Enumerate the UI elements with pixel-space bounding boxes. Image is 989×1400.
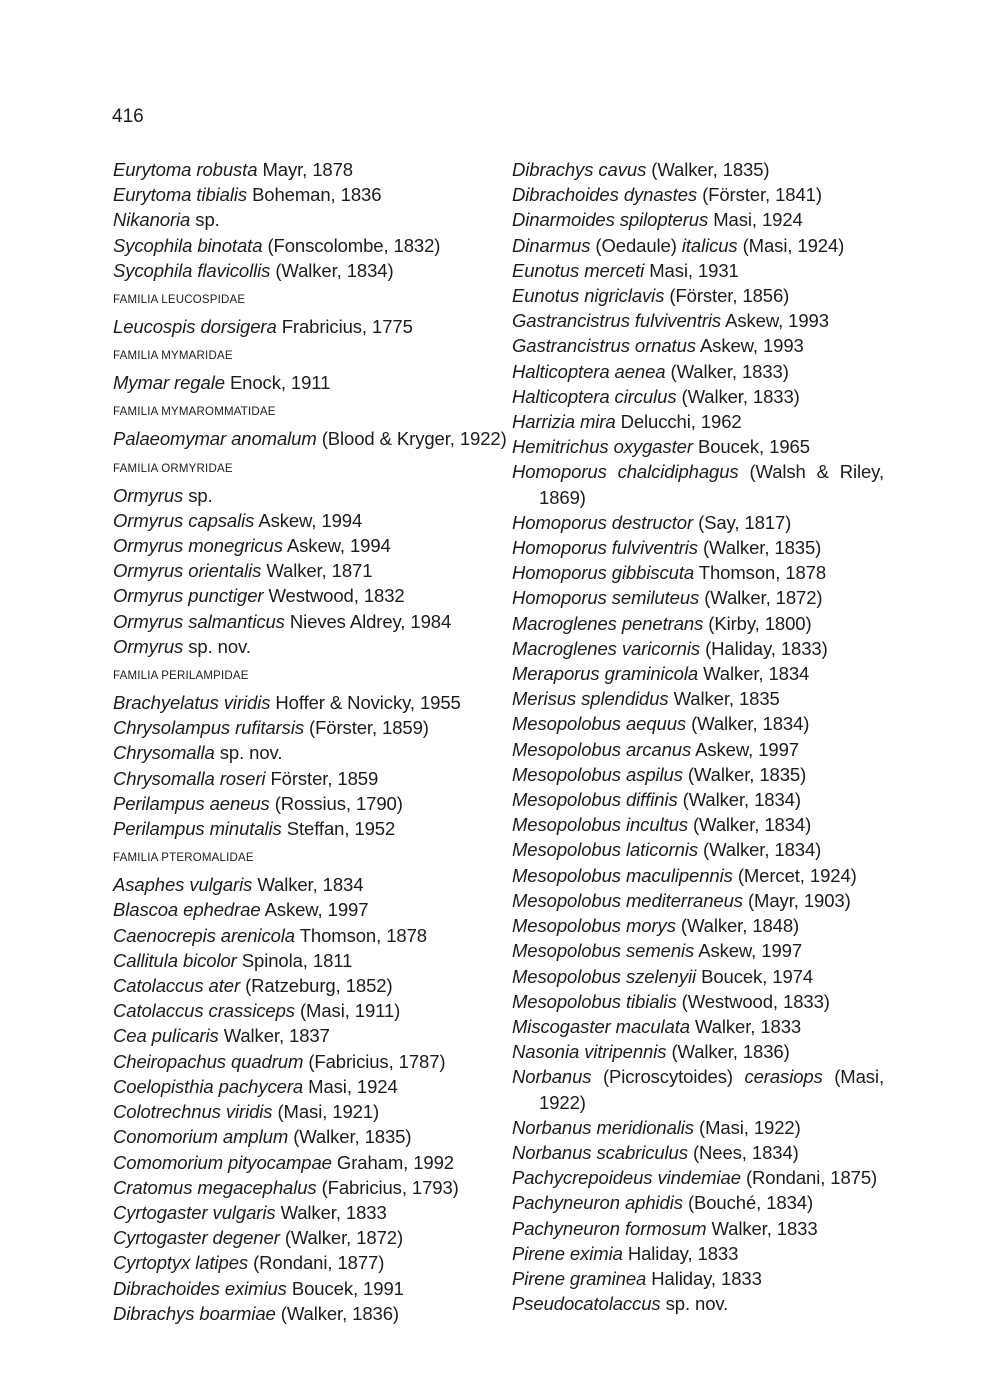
species-name: Eurytoma robusta <box>113 159 258 180</box>
species-authority: (Blood & Kryger, 1922) <box>321 428 507 450</box>
species-entry <box>113 1175 483 1200</box>
species-name: Ormyrus <box>113 484 184 506</box>
species-entry <box>512 535 884 560</box>
species-entry <box>512 1039 884 1064</box>
species-authority: Hoffer & Novicky, 1955 <box>275 692 461 714</box>
species-name: Homoporus destructor <box>512 511 694 533</box>
species-name: Brachyelatus viridis <box>113 692 271 714</box>
species-entry <box>113 872 483 897</box>
species-entry <box>113 690 483 715</box>
species-entry <box>113 897 483 922</box>
species-authority: (Fabricius, 1793) <box>321 1176 459 1198</box>
species-authority: Boheman, 1836 <box>252 184 382 206</box>
species-name: Nasonia vitripennis <box>512 1041 667 1063</box>
species-name: Mesopolobus semenis <box>512 940 695 962</box>
species-name: Mesopolobus maculipennis <box>512 864 733 886</box>
species-name: Dinarmoides spilopterus <box>512 209 709 231</box>
species-name: Mesopolobus arcanus <box>512 738 692 760</box>
species-entry <box>512 686 884 711</box>
species-entry <box>512 964 884 989</box>
species-name: Pirene graminea <box>512 1267 647 1289</box>
species-name: Catolaccus crassiceps <box>113 1000 295 1022</box>
species-authority: Förster, 1859 <box>270 767 379 789</box>
species-authority: (Westwood, 1833) <box>681 990 830 1012</box>
species-entry <box>512 711 884 736</box>
species-name: Colotrechnus viridis <box>113 1101 273 1123</box>
species-authority: (Masi, 1911) <box>300 1000 401 1022</box>
species-name: Ormyrus orientalis <box>113 560 262 582</box>
species-name: Cyrtogaster degener <box>113 1227 280 1249</box>
species-authority: (Fabricius, 1787) <box>308 1050 446 1072</box>
species-authority: (Mercet, 1924) <box>737 864 857 886</box>
species-authority: (Walker, 1834) <box>691 713 810 735</box>
species-name: Mesopolobus tibialis <box>512 990 677 1012</box>
species-name: Ormyrus salmanticus <box>113 610 285 632</box>
species-authority: Thomson, 1878 <box>299 924 427 946</box>
species-authority: Frabricius, 1775 <box>281 316 413 338</box>
species-name: Callitula bicolor <box>113 949 237 971</box>
species-name: Caenocrepis arenicola <box>113 924 295 946</box>
species-entry <box>113 634 483 659</box>
family-heading: FAMILIA MYMARIDAE <box>113 350 233 363</box>
species-name: Cratomus megacephalus <box>113 1176 317 1198</box>
species-entry <box>512 989 884 1014</box>
species-authority: Masi, 1931 <box>649 259 739 281</box>
species-authority: Walker, 1871 <box>266 560 373 582</box>
species-authority: Masi, 1924 <box>713 209 803 231</box>
species-authority: Graham, 1992 <box>336 1151 454 1173</box>
species-entry <box>512 585 884 610</box>
species-name: Macroglenes varicornis <box>512 637 701 659</box>
species-entry <box>512 888 884 913</box>
species-entry <box>512 359 884 384</box>
species-authority: Askew, 1997 <box>698 940 803 962</box>
species-authority: Nieves Aldrey, 1984 <box>289 610 452 632</box>
species-name: Halticoptera aenea <box>512 360 666 382</box>
species-authority: (Förster, 1859) <box>309 717 429 739</box>
species-entry <box>113 558 483 583</box>
species-authority: (Förster, 1841) <box>702 184 822 206</box>
species-authority: (Mayr, 1903) <box>747 889 851 911</box>
species-entry <box>512 1190 884 1215</box>
family-heading: FAMILIA LEUCOSPIDAE <box>113 294 246 307</box>
species-entry <box>512 333 884 358</box>
species-authority: (Walsh & Riley, 1869) <box>539 461 884 508</box>
species-name: Comomorium pityocampae <box>113 1151 332 1173</box>
species-name: Dibrachys boarmiae <box>113 1302 276 1324</box>
species-authority: Walker, 1833 <box>711 1217 818 1239</box>
species-name: Homoporus fulviventris <box>512 537 698 559</box>
species-name: Gastrancistrus ornatus <box>512 335 696 357</box>
species-name: Cheiropachus quadrum <box>113 1050 304 1072</box>
species-authority: (Nees, 1834) <box>692 1141 799 1163</box>
species-authority: (Walker, 1848) <box>680 915 800 937</box>
species-authority: Walker, 1833 <box>280 1201 387 1223</box>
species-authority: Boucek, 1974 <box>701 965 814 987</box>
species-authority: (Bouché, 1834) <box>687 1192 814 1214</box>
species-authority: (Fonscolombe, 1832) <box>267 234 441 256</box>
species-authority: sp. nov. <box>219 742 283 764</box>
species-name: Coelopisthia pachycera <box>113 1075 304 1097</box>
species-authority: Askew, 1993 <box>725 310 829 332</box>
species-name: Blascoa ephedrae <box>113 899 261 921</box>
species-authority: Enock, 1911 <box>229 372 331 394</box>
species-entry <box>113 816 483 841</box>
species-name: Homoporus semiluteus <box>512 587 700 609</box>
species-entry <box>512 409 884 434</box>
right-column <box>512 157 884 1316</box>
species-entry <box>113 998 483 1023</box>
species-entry <box>512 258 884 283</box>
species-name: Mesopolobus aequus <box>512 713 687 735</box>
species-entry <box>113 583 483 608</box>
species-entry <box>512 384 884 409</box>
species-name: Cyrtogaster vulgaris <box>113 1201 276 1223</box>
species-entry <box>113 1049 483 1074</box>
species-name: Chrysolampus rufitarsis <box>113 717 304 739</box>
species-entry <box>512 1014 884 1039</box>
species-authority: Delucchi, 1962 <box>620 411 742 433</box>
species-authority: Haliday, 1833 <box>627 1242 739 1264</box>
species-authority: (Walker, 1836) <box>280 1302 399 1324</box>
species-name: Chrysomalla roseri <box>113 767 266 789</box>
species-name: Mesopolobus mediterraneus <box>512 889 743 911</box>
species-entry <box>113 1023 483 1048</box>
species-authority: (Walker, 1834) <box>692 814 812 836</box>
species-authority: Spinola, 1811 <box>241 949 353 971</box>
species-entry <box>113 508 483 533</box>
species-name: Mesopolobus morys <box>512 915 676 937</box>
species-authority: (Masi, 1922) <box>539 1066 885 1113</box>
species-name: Macroglenes penetrans <box>512 612 704 634</box>
species-name: Ormyrus capsalis <box>113 509 255 531</box>
species-entry <box>512 510 884 535</box>
species-authority: Walker, 1833 <box>694 1015 802 1037</box>
species-entry <box>512 1115 884 1140</box>
species-authority: Askew, 1997 <box>264 899 369 921</box>
species-entry <box>113 1276 483 1301</box>
species-authority: Walker, 1837 <box>223 1025 330 1047</box>
species-entry <box>512 661 884 686</box>
species-entry <box>512 207 884 232</box>
species-entry <box>512 233 884 258</box>
species-entry <box>113 207 483 232</box>
species-name: Ormyrus monegricus <box>113 535 283 557</box>
species-authority: Steffan, 1952 <box>286 818 396 840</box>
species-entry <box>113 715 483 740</box>
species-authority: (Walker, 1834) <box>682 789 801 811</box>
species-entry <box>512 636 884 661</box>
species-authority: Masi, 1924 <box>308 1075 398 1097</box>
species-name: Eunotus nigriclavis <box>512 285 665 307</box>
species-authority: (Walker, 1834) <box>275 259 394 281</box>
species-entry <box>113 370 483 395</box>
species-name: Homoporus gibbiscuta <box>512 562 695 584</box>
species-name: Halticoptera circulus <box>512 385 677 407</box>
species-entry <box>512 787 884 812</box>
species-entry <box>113 258 483 283</box>
species-entry <box>113 483 483 508</box>
species-authority: Boucek, 1965 <box>697 436 810 458</box>
species-entry <box>113 791 483 816</box>
species-name: Merisus splendidus <box>512 688 669 710</box>
species-name: Conomorium amplum <box>113 1126 289 1148</box>
species-name: Asaphes vulgaris <box>113 874 253 896</box>
species-entry <box>512 434 884 459</box>
species-name: Sycophila binotata <box>113 234 263 256</box>
species-entry <box>113 157 483 182</box>
species-authority: (Picroscytoides) <box>602 1066 733 1088</box>
species-name: Pirene eximia <box>512 1242 623 1264</box>
species-entry <box>512 1216 884 1241</box>
species-entry <box>113 1150 483 1175</box>
species-name: Eunotus merceti <box>512 259 645 281</box>
species-entry <box>113 973 483 998</box>
species-entry <box>113 923 483 948</box>
species-authority: sp. nov. <box>188 635 251 657</box>
species-name: Pachycrepoideus vindemiae <box>512 1167 741 1189</box>
species-authority: Westwood, 1832 <box>268 585 405 607</box>
species-authority: (Ratzeburg, 1852) <box>245 975 393 997</box>
species-entry <box>512 560 884 585</box>
species-name: Catolaccus ater <box>113 975 241 997</box>
family-heading: FAMILIA ORMYRIDAE <box>113 462 233 475</box>
species-entry <box>512 837 884 862</box>
species-entry <box>512 157 884 182</box>
species-authority: Askew, 1997 <box>695 738 799 760</box>
species-name: Perilampus minutalis <box>113 818 282 840</box>
species-name: Norbanus scabriculus <box>512 1141 688 1163</box>
species-entry <box>113 1301 483 1326</box>
species-entry <box>512 182 884 207</box>
species-name: cerasiops <box>744 1066 823 1088</box>
species-name: Pseudocatolaccus <box>512 1293 661 1315</box>
species-name: Pachyneuron formosum <box>512 1217 707 1239</box>
species-authority: (Masi, 1922) <box>699 1116 801 1138</box>
species-authority: (Förster, 1856) <box>669 285 790 307</box>
species-name: Mymar regale <box>113 372 225 394</box>
species-entry <box>512 1064 884 1114</box>
species-authority: (Kirby, 1800) <box>708 612 812 634</box>
species-authority: Thomson, 1878 <box>698 562 827 584</box>
species-name: Cea pulicaris <box>113 1025 219 1047</box>
species-entry <box>113 1099 483 1124</box>
species-authority: Askew, 1994 <box>258 509 363 531</box>
species-entry <box>512 1140 884 1165</box>
species-name: Perilampus aeneus <box>113 792 270 814</box>
species-authority: (Walker, 1833) <box>670 360 789 382</box>
species-name: Mesopolobus szelenyii <box>512 965 697 987</box>
left-column <box>113 157 507 1326</box>
species-authority: sp. <box>188 484 213 506</box>
species-name: Dibrachys cavus <box>512 159 647 180</box>
species-name: Dibrachoides dynastes <box>512 184 698 206</box>
species-authority: (Rossius, 1790) <box>274 792 403 814</box>
species-authority: (Walker, 1872) <box>704 587 823 609</box>
species-name: Norbanus meridionalis <box>512 1116 694 1138</box>
species-name: Mesopolobus incultus <box>512 814 688 836</box>
species-name: Norbanus <box>512 1066 592 1088</box>
species-name: Mesopolobus aspilus <box>512 763 683 785</box>
family-heading: FAMILIA PTEROMALIDAE <box>113 852 254 865</box>
species-authority: (Rondani, 1875) <box>745 1167 878 1189</box>
species-entry <box>113 948 483 973</box>
species-authority: Boucek, 1991 <box>291 1277 404 1299</box>
species-entry <box>512 913 884 938</box>
species-authority: Askew, 1994 <box>286 535 391 557</box>
species-entry <box>113 426 507 451</box>
species-authority: Mayr, 1878 <box>262 159 353 180</box>
species-authority: (Walker, 1834) <box>703 839 822 861</box>
species-entry <box>113 533 483 558</box>
species-name: Nikanoria <box>113 209 191 231</box>
species-authority: (Walker, 1835) <box>703 537 822 559</box>
species-authority: (Walker, 1835) <box>687 763 807 785</box>
species-authority: Walker, 1834 <box>703 663 810 685</box>
species-name: Gastrancistrus fulviventris <box>512 310 722 332</box>
species-entry <box>512 737 884 762</box>
species-name: Sycophila flavicollis <box>113 259 271 281</box>
species-authority: Askew, 1993 <box>699 335 804 357</box>
species-authority: (Walker, 1835) <box>651 159 770 180</box>
species-authority: Walker, 1834 <box>257 874 364 896</box>
species-entry <box>512 863 884 888</box>
species-entry <box>113 766 483 791</box>
species-name: Dinarmus <box>512 234 591 256</box>
species-entry <box>113 1124 483 1149</box>
species-authority: (Walker, 1835) <box>293 1126 412 1148</box>
species-entry <box>113 182 483 207</box>
species-name: Miscogaster maculata <box>512 1015 690 1037</box>
species-entry <box>512 459 884 509</box>
species-name: Mesopolobus diffinis <box>512 789 678 811</box>
species-entry <box>113 233 483 258</box>
species-entry <box>113 1074 483 1099</box>
species-authority: (Haliday, 1833) <box>705 637 828 659</box>
species-authority: (Masi, 1924) <box>742 234 845 256</box>
species-entry <box>512 762 884 787</box>
species-entry <box>113 314 483 339</box>
species-name: Cyrtoptyx latipes <box>113 1252 249 1274</box>
species-entry <box>512 308 884 333</box>
species-entry <box>512 1291 884 1316</box>
species-name: Meraporus graminicola <box>512 663 699 685</box>
species-entry <box>512 938 884 963</box>
species-entry <box>113 1225 483 1250</box>
species-name: italicus <box>681 234 738 256</box>
species-entry <box>512 1241 884 1266</box>
family-heading: FAMILIA PERILAMPIDAE <box>113 670 249 683</box>
species-entry <box>113 609 483 634</box>
species-name: Palaeomymar anomalum <box>113 428 317 450</box>
species-entry <box>512 1165 884 1190</box>
species-entry <box>512 283 884 308</box>
species-authority: sp. <box>195 209 220 231</box>
species-name: Chrysomalla <box>113 742 215 764</box>
species-name: Dibrachoides eximius <box>113 1277 287 1299</box>
species-authority: Walker, 1835 <box>673 688 780 710</box>
species-authority: (Walker, 1833) <box>681 385 800 407</box>
species-authority: (Walker, 1836) <box>671 1041 790 1063</box>
species-name: Ormyrus <box>113 635 184 657</box>
species-entry <box>113 740 483 765</box>
species-name: Leucospis dorsigera <box>113 316 277 338</box>
species-name: Eurytoma tibialis <box>113 184 248 206</box>
species-name: Mesopolobus laticornis <box>512 839 698 861</box>
species-authority: sp. nov. <box>665 1293 729 1315</box>
species-authority: (Walker, 1872) <box>284 1227 404 1249</box>
species-authority: (Rondani, 1877) <box>253 1252 385 1274</box>
species-authority: (Masi, 1921) <box>277 1101 380 1123</box>
species-name: Homoporus chalcidiphagus <box>512 461 739 483</box>
family-heading: FAMILIA MYMAROMMATIDAE <box>113 406 276 419</box>
species-entry <box>512 812 884 837</box>
species-name: Pachyneuron aphidis <box>512 1192 683 1214</box>
species-entry <box>113 1250 483 1275</box>
species-entry <box>512 1266 884 1291</box>
page-number: 416 <box>112 106 144 127</box>
species-entry <box>113 1200 483 1225</box>
species-name: Ormyrus punctiger <box>113 585 264 607</box>
species-authority: (Oedaule) <box>595 234 677 256</box>
species-authority: Haliday, 1833 <box>651 1267 762 1289</box>
species-name: Hemitrichus oxygaster <box>512 436 693 458</box>
species-authority: (Say, 1817) <box>698 511 792 533</box>
species-entry <box>512 611 884 636</box>
species-name: Harrizia mira <box>512 411 616 433</box>
